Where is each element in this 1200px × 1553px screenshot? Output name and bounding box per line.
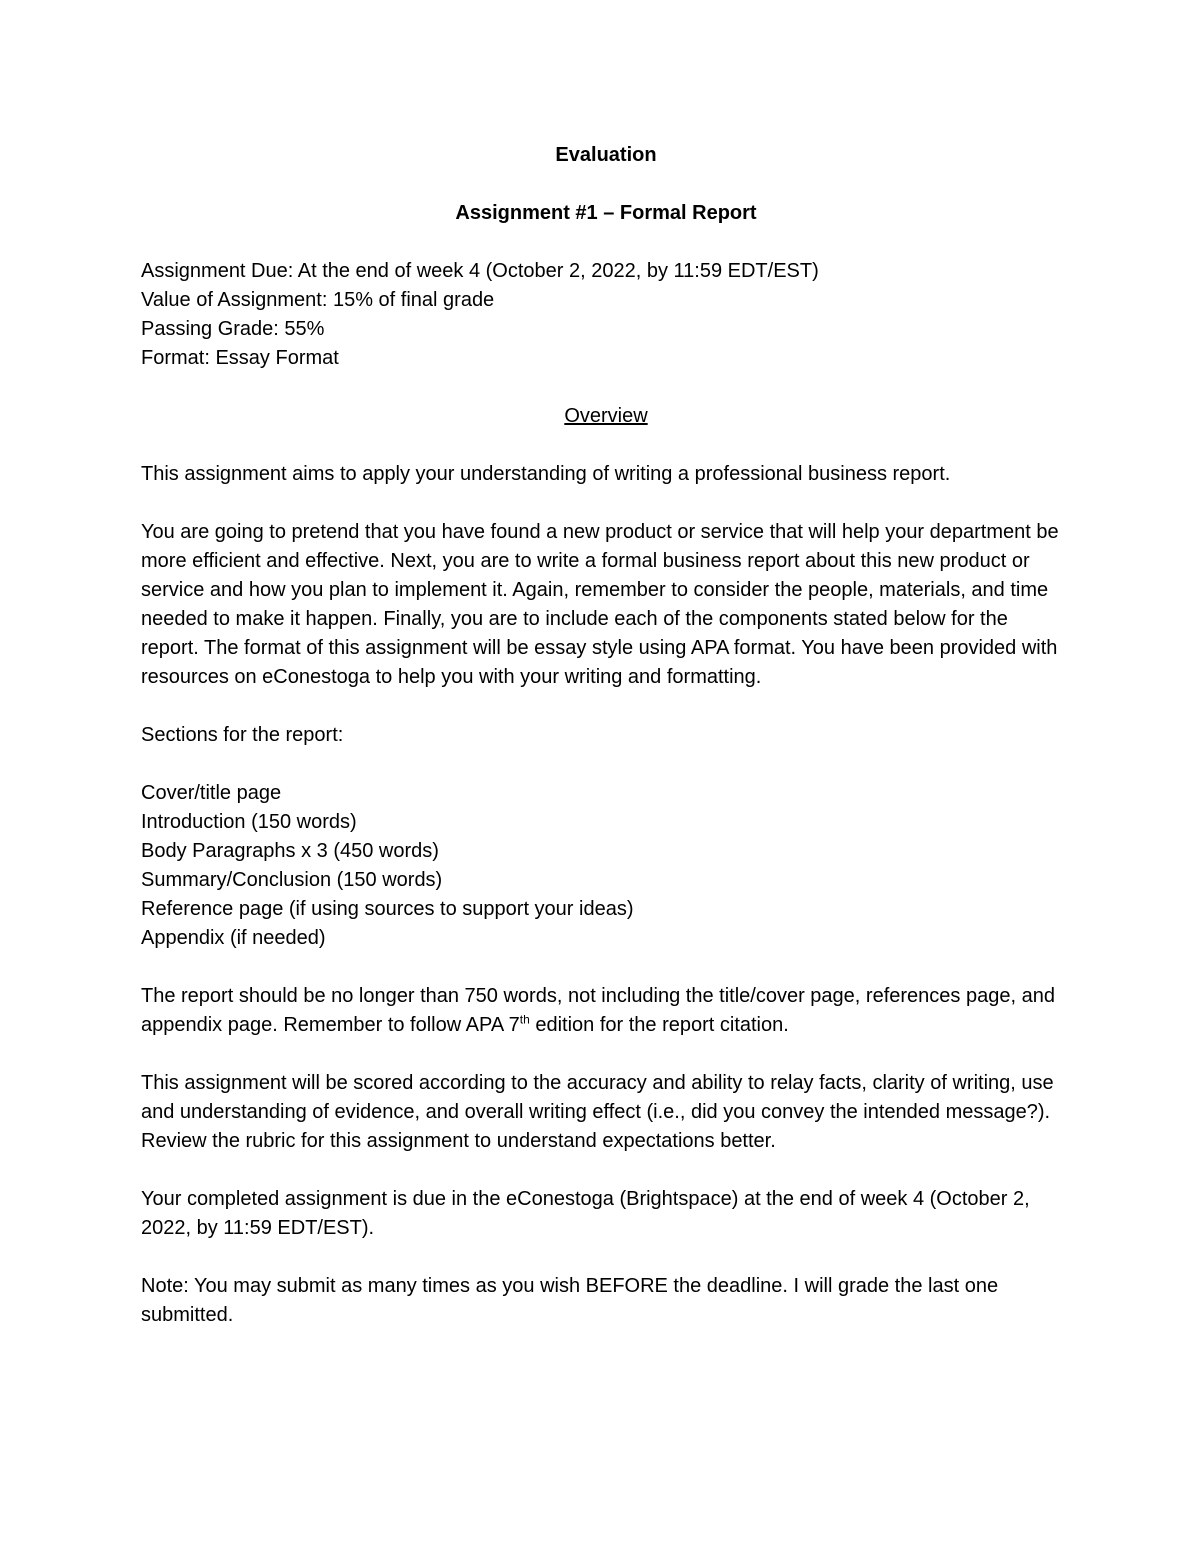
- scoring-paragraph: This assignment will be scored according to the accuracy and ability to relay facts, clarity of writing, use and understanding of evidence, and overall writing effect (i.e., did you convey the intended message?). Review the rubric for this assignment to understand expectations better.: [141, 1072, 1054, 1152]
- evaluation-heading: Evaluation: [555, 144, 657, 166]
- length-note-text: The report should be no longer than 750 words, not including the title/cover page, references page, and appendix page. Remember to follow APA 7: [141, 985, 1055, 1036]
- overview-paragraph: You are going to pretend that you have found a new product or service that will help your department be more efficient and effective. Next, you are to write a formal business report about this new product or service and how you plan to implement it. Again, remember to consider the people, materials, and time needed to make it happen. Finally, you are to include each of the components stated below for the report. The format of this assignment will be essay style using APA format. You have been provided with resources on eConestoga to help you with your writing and formatting.: [141, 521, 1059, 688]
- section-item: Cover/title page: [141, 782, 282, 804]
- section-item: Introduction (150 words): [141, 811, 357, 833]
- section-item: Reference page (if using sources to support your ideas): [141, 898, 634, 920]
- section-item: Summary/Conclusion (150 words): [141, 869, 443, 891]
- document-content: [141, 141, 1071, 1330]
- due-paragraph: Your completed assignment is due in the eConestoga (Brightspace) at the end of week 4 (October 2, 2022, by 11:59 EDT/EST).: [141, 1188, 1030, 1239]
- length-note-tail: edition for the report citation.: [529, 1014, 789, 1036]
- detail-passing-grade: Passing Grade: 55%: [141, 318, 325, 340]
- assignment-title: Assignment #1 – Formal Report: [455, 202, 757, 224]
- detail-format: Format: Essay Format: [141, 347, 339, 369]
- detail-due: Assignment Due: At the end of week 4 (October 2, 2022, by 11:59 EDT/EST): [141, 260, 819, 282]
- section-item: Appendix (if needed): [141, 927, 326, 949]
- sections-label: Sections for the report:: [141, 724, 344, 746]
- submission-note: Note: You may submit as many times as you wish BEFORE the deadline. I will grade the last one submitted.: [141, 1275, 999, 1326]
- sections-list: [141, 779, 1071, 953]
- section-item: Body Paragraphs x 3 (450 words): [141, 840, 439, 862]
- overview-intro: This assignment aims to apply your understanding of writing a professional business report.: [141, 463, 951, 485]
- length-note: [141, 982, 1071, 1040]
- detail-value: Value of Assignment: 15% of final grade: [141, 289, 495, 311]
- superscript-th: th: [519, 1012, 530, 1027]
- overview-heading: Overview: [564, 405, 648, 427]
